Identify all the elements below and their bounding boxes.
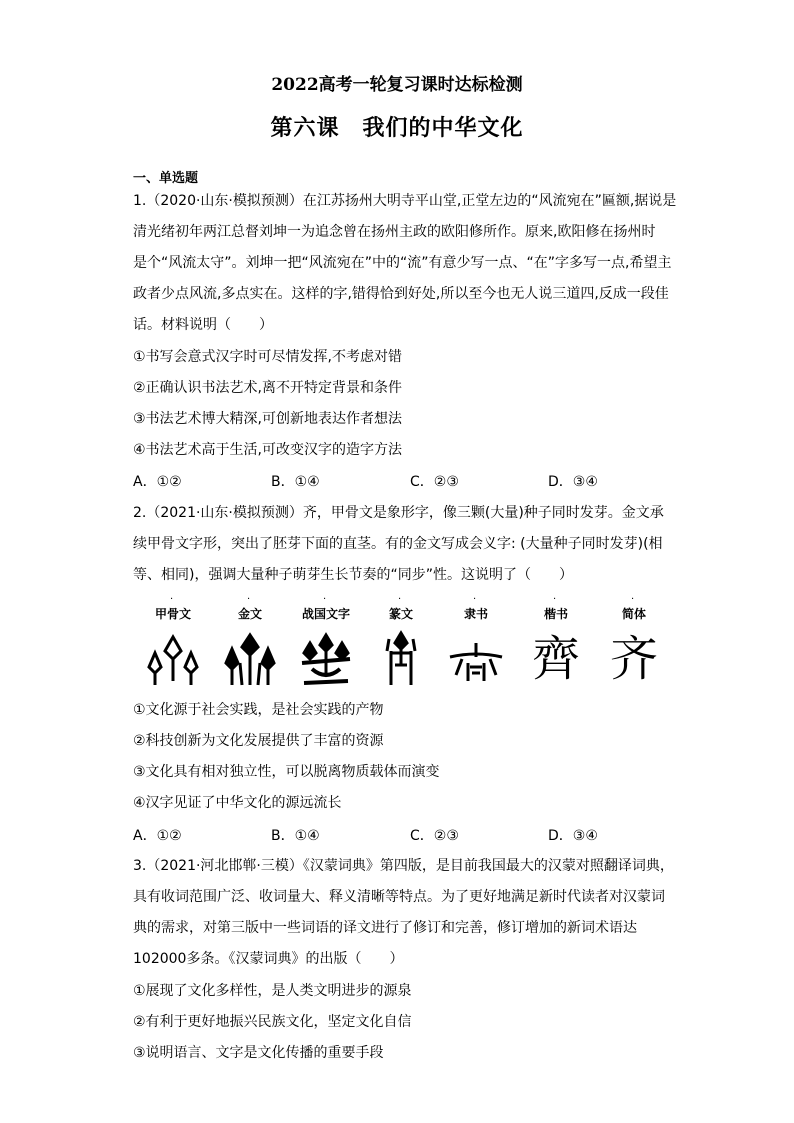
document-title: 2022高考一轮复习课时达标检测 <box>271 75 523 95</box>
question-1-statement: ①书写会意式汉字时可尽情发挥,不考虑对错 <box>133 349 402 365</box>
question-1-statement: ④书法艺术高于生活,可改变汉字的造字方法 <box>133 442 402 458</box>
question-1-options <box>133 471 653 491</box>
script-stage: · 金文 <box>220 605 280 689</box>
script-stage: · 楷书 齊 <box>526 605 586 689</box>
question-1-stem-line: 是个“风流太守”。刘坤一把“风流宛在”中的“流”有意少写一点、“在”字多写一点,希望主 <box>133 255 672 271</box>
question-1-stem-line: 政者少点风流,多点实在。这样的字,错得恰到好处,所以至今也无人说三道四,反成一段佳 <box>133 286 669 302</box>
script-label: 简体 <box>621 607 646 621</box>
question-3-statement: ③说明语言、文字是文化传播的重要手段 <box>133 1045 384 1061</box>
question-2-stem-line: 2.（2021·山东·模拟预测）齐，甲骨文是象形字，像三颗(大量)种子同时发芽。金文承 <box>133 505 664 521</box>
clerical-qi-icon <box>446 629 506 689</box>
script-label: 战国文字 <box>301 607 350 621</box>
question-1-stem-line: 清光绪初年两江总督刘坤一为追念曾在扬州主政的欧阳修所作。原来,欧阳修在扬州时 <box>133 224 656 240</box>
script-label: 甲骨文 <box>154 607 191 621</box>
option-c[interactable]: C．②③ <box>410 828 459 844</box>
bronze-qi-icon <box>220 629 280 689</box>
seal-qi-icon <box>371 629 431 689</box>
question-2-statement: ③文化具有相对独立性，可以脱离物质载体而演变 <box>133 764 440 780</box>
script-stage: · 战国文字 <box>296 605 356 689</box>
question-3-stem-line: 具有收词范围广泛、收词量大、释义清晰等特点。为了更好地满足新时代读者对汉蒙词 <box>133 889 665 905</box>
question-1-statement: ③书法艺术博大精深,可创新地表达作者想法 <box>133 411 402 427</box>
question-2-stem-line: 续甲骨文字形，突出了胚芽下面的直茎。有的金文写成会义字: (大量种子同时发芽)(相 <box>133 536 663 552</box>
question-2-stem-line: 等、相同)，强调大量种子萌芽生长节奏的“同步”性。这说明了（ ） <box>133 567 573 583</box>
character-evolution-figure <box>148 594 668 695</box>
question-3-stem-line: 3.（2021·河北邯郸·三模）《汉蒙词典》第四版，是目前我国最大的汉蒙对照翻译词典， <box>133 858 674 874</box>
script-stage: · 简体 齐 <box>604 605 664 689</box>
question-1-stem-line: 1.（2020·山东·模拟预测）在江苏扬州大明寺平山堂,正堂左边的“风流宛在”匾额,据说是 <box>133 193 677 209</box>
question-3-stem-line: 102000多条。《汉蒙词典》的出版（ ） <box>133 951 404 967</box>
question-3-stem-line: 典的需求，对第三版中一些词语的译文进行了修订和完善，修订增加的新词术语达 <box>133 920 637 936</box>
option-b[interactable]: B．①④ <box>271 828 320 844</box>
simplified-qi-icon: 齐 <box>609 631 658 687</box>
script-label: 金文 <box>237 607 262 621</box>
option-d[interactable]: D．③④ <box>548 474 598 490</box>
script-stage: · 隶书 <box>446 605 506 689</box>
script-label: 隶书 <box>463 607 488 621</box>
option-a[interactable]: A．①② <box>133 828 182 844</box>
question-3-statement: ②有利于更好地振兴民族文化，坚定文化自信 <box>133 1014 412 1030</box>
regular-qi-icon: 齊 <box>531 631 580 687</box>
option-d[interactable]: D．③④ <box>548 828 598 844</box>
question-1-statement: ②正确认识书法艺术,离不开特定背景和条件 <box>133 380 402 396</box>
oracle-bone-qi-icon <box>143 629 203 689</box>
option-b[interactable]: B．①④ <box>271 474 320 490</box>
script-stage: · 篆文 <box>371 605 431 689</box>
option-c[interactable]: C．②③ <box>410 474 459 490</box>
script-label: 篆文 <box>388 607 413 621</box>
script-label: 楷书 <box>543 607 568 621</box>
question-2-statement: ②科技创新为文化发展提供了丰富的资源 <box>133 733 384 749</box>
question-2-statement: ①文化源于社会实践，是社会实践的产物 <box>133 702 384 718</box>
lesson-title: 第六课 我们的中华文化 <box>270 116 524 141</box>
option-a[interactable]: A．①② <box>133 474 182 490</box>
section-heading: 一、单选题 <box>133 171 199 186</box>
question-2-statement: ④汉字见证了中华文化的源远流长 <box>133 795 342 811</box>
question-3-statement: ①展现了文化多样性，是人类文明进步的源泉 <box>133 983 412 999</box>
question-2-options <box>133 825 653 845</box>
script-stage: · 甲骨文 <box>143 605 203 689</box>
warring-states-qi-icon <box>296 629 356 689</box>
question-1-stem-line: 话。材料说明（ ） <box>133 317 273 333</box>
